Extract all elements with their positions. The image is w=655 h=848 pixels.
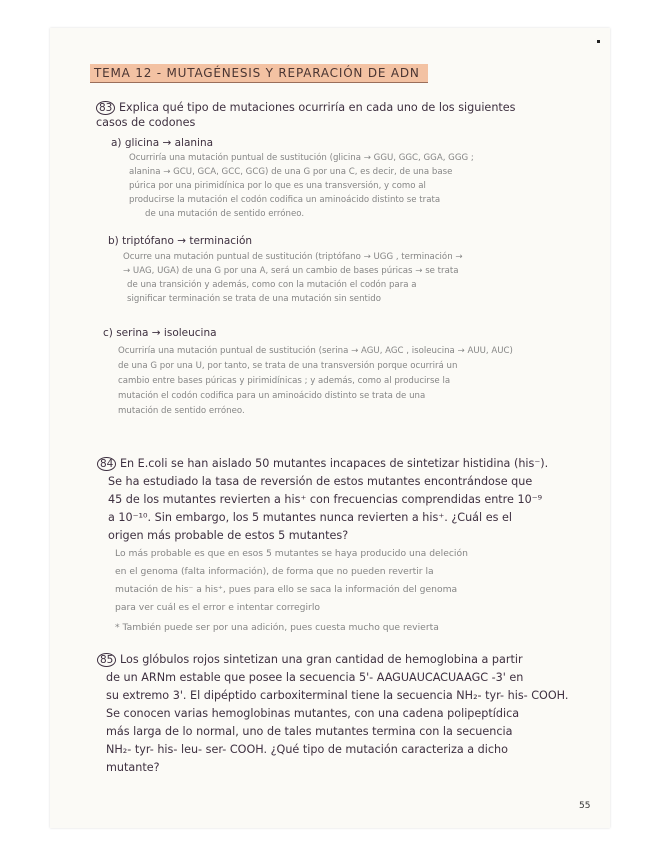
question-84-answer-line: Lo más probable es que en esos 5 mutantes se haya producido una deleción: [115, 548, 468, 559]
question-85-line-1: 85 Los glóbulos rojos sintetizan una gran cantidad de hemoglobina a partir: [97, 653, 523, 666]
case-a-answer-line: alanina → GCU, GCA, GCC, GCG) de una G por una C, es decir, de una base: [129, 167, 453, 177]
question-84-note: * También puede ser por una adición, pues cuesta mucho que revierta: [115, 622, 439, 633]
question-85-line: mutante?: [106, 761, 160, 774]
corner-mark: [597, 40, 600, 43]
question-84-line: 45 de los mutantes revierten a his⁺ con frecuencias comprendidas entre 10⁻⁹: [108, 493, 543, 506]
page-title: TEMA 12 - MUTAGÉNESIS Y REPARACIÓN DE ADN: [94, 66, 420, 80]
case-a-answer-line: Ocurriría una mutación puntual de sustitución (glicina → GGU, GGC, GGA, GGG ;: [129, 153, 474, 163]
question-84-line: Se ha estudiado la tasa de reversión de estos mutantes encontrándose que: [108, 475, 533, 488]
case-b-answer-line: significar terminación se trata de una mutación sin sentido: [127, 294, 382, 304]
case-a-answer-line: de una mutación de sentido erróneo.: [145, 209, 305, 219]
question-84-answer-line: en el genoma (falta información), de forma que no pueden revertir la: [115, 566, 434, 577]
question-83-line-2: casos de codones: [96, 116, 196, 129]
case-c-answer-line: mutación el codón codifica para un aminoácido distinto se trata de una: [118, 391, 426, 401]
question-85-line: NH₂- tyr- his- leu- ser- COOH. ¿Qué tipo de mutación caracteriza a dicho: [106, 743, 508, 756]
question-number-83: 83: [96, 101, 115, 115]
question-83-line-1: 83 Explica qué tipo de mutaciones ocurriría en cada uno de los siguientes: [96, 101, 516, 114]
question-84-line: origen más probable de estos 5 mutantes?: [108, 529, 349, 542]
case-c-answer-line: de una G por una U, por tanto, se trata de una transversión porque ocurrirá un: [118, 361, 458, 371]
case-b-answer-line: de una transición y además, como con la mutación el codón para a: [127, 280, 417, 290]
case-c-answer-line: Ocurriría una mutación puntual de sustitución (serina → AGU, AGC , isoleucina → AUU, AUC): [118, 346, 513, 356]
question-84-answer-line: para ver cuál es el error e intentar corregirlo: [115, 602, 321, 613]
case-b-label: b) triptófano → terminación: [108, 235, 253, 247]
case-a-answer-line: producirse la mutación el codón codifica un aminoácido distinto se trata: [129, 195, 441, 205]
question-number-84: 84: [97, 457, 116, 471]
question-85-line: más larga de lo normal, uno de tales mutantes termina con la secuencia: [106, 725, 513, 738]
case-a-label: a) glicina → alanina: [111, 137, 214, 149]
question-85-line: Se conocen varias hemoglobinas mutantes, con una cadena polipeptídica: [106, 707, 520, 720]
question-84-line-1: 84 En E.coli se han aislado 50 mutantes incapaces de sintetizar histidina (his⁻).: [97, 457, 548, 470]
case-a-answer-line: púrica por una pirimidínica por lo que es una transversión, y como al: [129, 181, 426, 191]
question-84-answer-line: mutación de his⁻ a his⁺, pues para ello se saca la información del genoma: [115, 584, 458, 595]
case-b-answer-line: → UAG, UGA) de una G por una A, será un cambio de bases púricas → se trata: [123, 266, 459, 276]
page-number: 55: [579, 801, 591, 811]
case-b-answer-line: Ocurre una mutación puntual de sustitución (triptófano → UGG , terminación →: [123, 252, 463, 262]
question-84-line: a 10⁻¹⁰. Sin embargo, los 5 mutantes nunca revierten a his⁺. ¿Cuál es el: [108, 511, 512, 524]
question-85-line: su extremo 3'. El dipéptido carboxiterminal tiene la secuencia NH₂- tyr- his- COOH.: [106, 689, 569, 702]
case-c-answer-line: cambio entre bases púricas y pirimidínicas ; y además, como al producirse la: [118, 376, 451, 386]
case-c-answer-line: mutación de sentido erróneo.: [118, 406, 245, 416]
case-c-label: c) serina → isoleucina: [103, 327, 217, 339]
question-number-85: 85: [97, 653, 116, 667]
question-85-line: de un ARNm estable que posee la secuencia 5'- AAGUAUCACUAAGC -3' en: [106, 671, 524, 684]
